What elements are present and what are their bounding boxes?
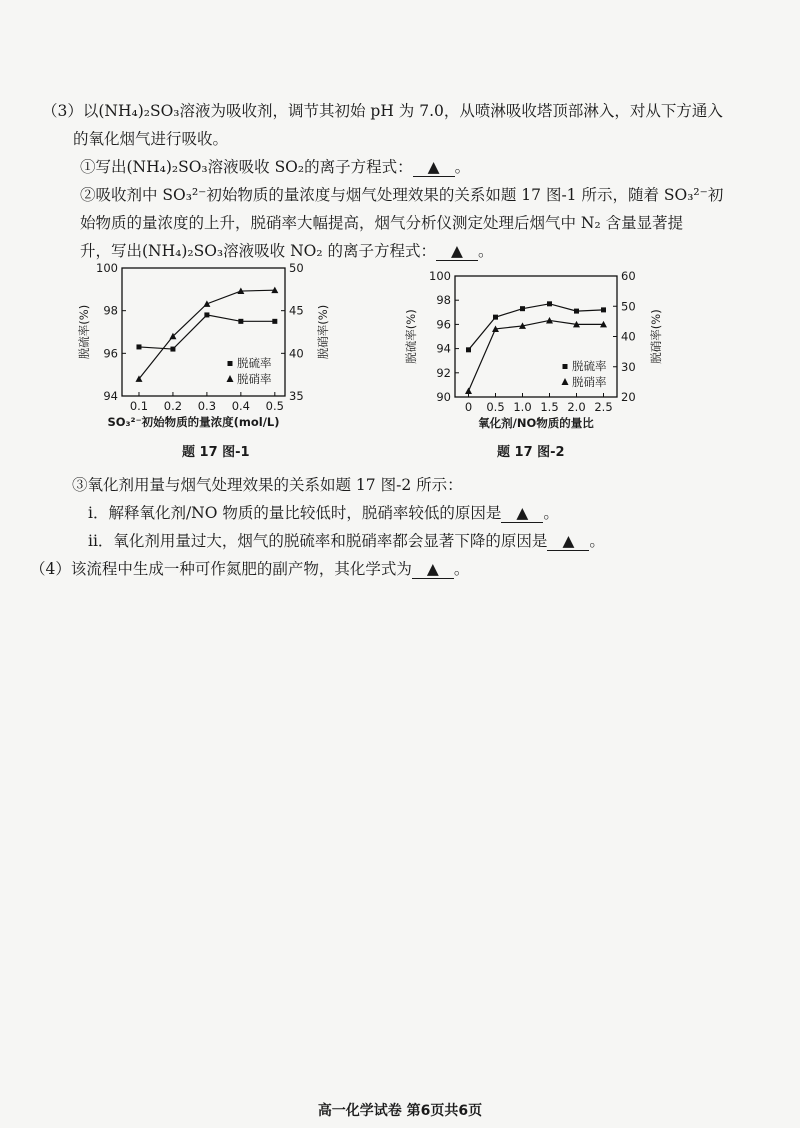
x-tick-label: 2.0 <box>567 400 586 414</box>
answer-blank-2[interactable]: ▲ <box>436 243 478 261</box>
y-left-axis-label: 脱硫率(%) <box>77 304 91 360</box>
q4 <box>30 559 469 579</box>
data-point-square <box>493 315 498 320</box>
y-left-tick-label: 94 <box>436 341 451 356</box>
y-left-tick-label: 92 <box>436 365 451 380</box>
y-left-tick-label: 100 <box>429 269 451 283</box>
data-point-triangle <box>546 317 553 324</box>
data-point-square <box>136 344 141 349</box>
x-tick-label: 0.5 <box>486 400 505 414</box>
answer-blank-3[interactable]: ▲ <box>501 505 543 523</box>
y-right-axis-label: 脱硝率(%) <box>649 309 663 364</box>
y-right-tick-label: 40 <box>289 346 304 361</box>
series-line-square <box>469 304 604 350</box>
q3-sub2-text: 升，写出(NH₄)₂SO₃溶液吸收 NO₂ 的离子方程式： <box>80 242 436 260</box>
end-mark: 。 <box>543 504 559 522</box>
data-point-square <box>520 306 525 311</box>
page-footer: 高一化学试卷 第6页共6页 <box>317 1103 483 1119</box>
legend-label: 脱硫率 <box>572 359 607 373</box>
x-tick-label: 1.0 <box>513 400 532 414</box>
y-right-tick-label: 35 <box>289 389 304 403</box>
y-right-tick-label: 30 <box>621 359 636 374</box>
q3-line2: 的氧化烟气进行吸收。 <box>73 130 229 148</box>
data-point-square <box>574 309 579 314</box>
x-axis-label: 氧化剂/NO物质的量比 <box>478 416 594 430</box>
q3-sub1 <box>80 157 470 177</box>
x-tick-label: 0.2 <box>163 399 183 413</box>
data-point-square <box>238 319 243 324</box>
data-point-square <box>466 347 471 352</box>
y-right-tick-label: 45 <box>289 303 304 318</box>
q3-sub3-ii <box>88 531 605 551</box>
legend-label: 脱硝率 <box>572 375 607 389</box>
chart-17-1-caption: 题 17 图-1 <box>182 445 250 460</box>
q3-sub2-line2: 始物质的量浓度的上升，脱硝率大幅提高，烟气分析仪测定处理后烟气中 N₂ 含量显著提 <box>80 214 684 232</box>
x-tick-label: 0 <box>464 400 473 414</box>
x-tick-label: 0.3 <box>197 399 217 413</box>
legend-marker-triangle <box>227 375 234 382</box>
x-axis-label: SO₃²⁻初始物质的量浓度(mol/L) <box>107 415 280 429</box>
y-left-tick-label: 96 <box>436 317 451 332</box>
chart-17-1-svg <box>60 256 360 446</box>
data-point-square <box>601 307 606 312</box>
end-mark: 。 <box>589 532 605 550</box>
end-mark: 。 <box>477 242 494 260</box>
data-point-square <box>204 312 209 317</box>
data-point-square <box>272 319 277 324</box>
y-right-tick-label: 20 <box>621 390 636 404</box>
chart-17-1 <box>60 256 360 446</box>
legend-marker-square <box>563 364 568 369</box>
y-right-axis-label: 脱硝率(%) <box>316 304 330 360</box>
answer-blank-1[interactable]: ▲ <box>413 159 455 177</box>
y-left-tick-label: 96 <box>103 346 118 361</box>
data-point-triangle <box>465 387 472 394</box>
q3-sub2-line1: ②吸收剂中 SO₃²⁻初始物质的量浓度与烟气处理效果的关系如题 17 图-1 所示，随着 SO₃²⁻初 <box>80 186 724 204</box>
x-tick-label: 0.4 <box>231 399 251 413</box>
legend-label: 脱硝率 <box>237 372 272 386</box>
chart-17-2-svg <box>395 262 705 437</box>
end-mark: 。 <box>453 560 470 578</box>
q3-sub3-ii-text: ii．氧化剂用量过大，烟气的脱硫率和脱硝率都会显著下降的原因是 <box>88 532 548 550</box>
y-left-tick-label: 94 <box>103 389 118 403</box>
data-point-square <box>170 347 175 352</box>
series-line-square <box>139 315 275 349</box>
y-left-tick-label: 100 <box>96 261 118 275</box>
y-right-tick-label: 50 <box>289 261 304 275</box>
q4-text: （4）该流程中生成一种可作氮肥的副产物，其化学式为 <box>30 560 412 578</box>
y-left-axis-label: 脱硫率(%) <box>404 309 418 364</box>
legend-label: 脱硫率 <box>237 356 272 370</box>
x-tick-label: 0.5 <box>265 399 284 413</box>
y-right-tick-label: 50 <box>621 299 636 314</box>
q3-sub3: ③氧化剂用量与烟气处理效果的关系如题 17 图-2 所示： <box>72 476 463 494</box>
y-right-tick-label: 40 <box>621 329 636 344</box>
y-left-tick-label: 98 <box>436 293 451 308</box>
legend-marker-triangle <box>562 378 569 385</box>
y-left-tick-label: 98 <box>103 303 118 318</box>
q3-sub3-i <box>88 503 559 523</box>
x-tick-label: 0.1 <box>129 399 149 413</box>
q3-line1: （3）以(NH₄)₂SO₃溶液为吸收剂，调节其初始 pH 为 7.0，从喷淋吸收塔顶部淋入，对从下方通入 <box>42 102 723 120</box>
data-point-square <box>547 301 552 306</box>
q3-sub1-text: ①写出(NH₄)₂SO₃溶液吸收 SO₂的离子方程式： <box>80 158 413 176</box>
data-point-triangle <box>203 300 210 307</box>
legend-marker-square <box>228 361 233 366</box>
y-left-tick-label: 90 <box>436 390 451 404</box>
x-tick-label: 1.5 <box>540 400 559 414</box>
chart-17-2-caption: 题 17 图-2 <box>497 445 565 460</box>
chart-17-2 <box>395 262 705 437</box>
q3-sub3-i-text: i．解释氧化剂/NO 物质的量比较低时，脱硝率较低的原因是 <box>88 504 502 522</box>
end-mark: 。 <box>454 158 471 176</box>
x-tick-label: 2.5 <box>594 400 613 414</box>
answer-blank-4[interactable]: ▲ <box>547 533 589 551</box>
answer-blank-5[interactable]: ▲ <box>412 561 454 579</box>
y-right-tick-label: 60 <box>621 269 636 283</box>
